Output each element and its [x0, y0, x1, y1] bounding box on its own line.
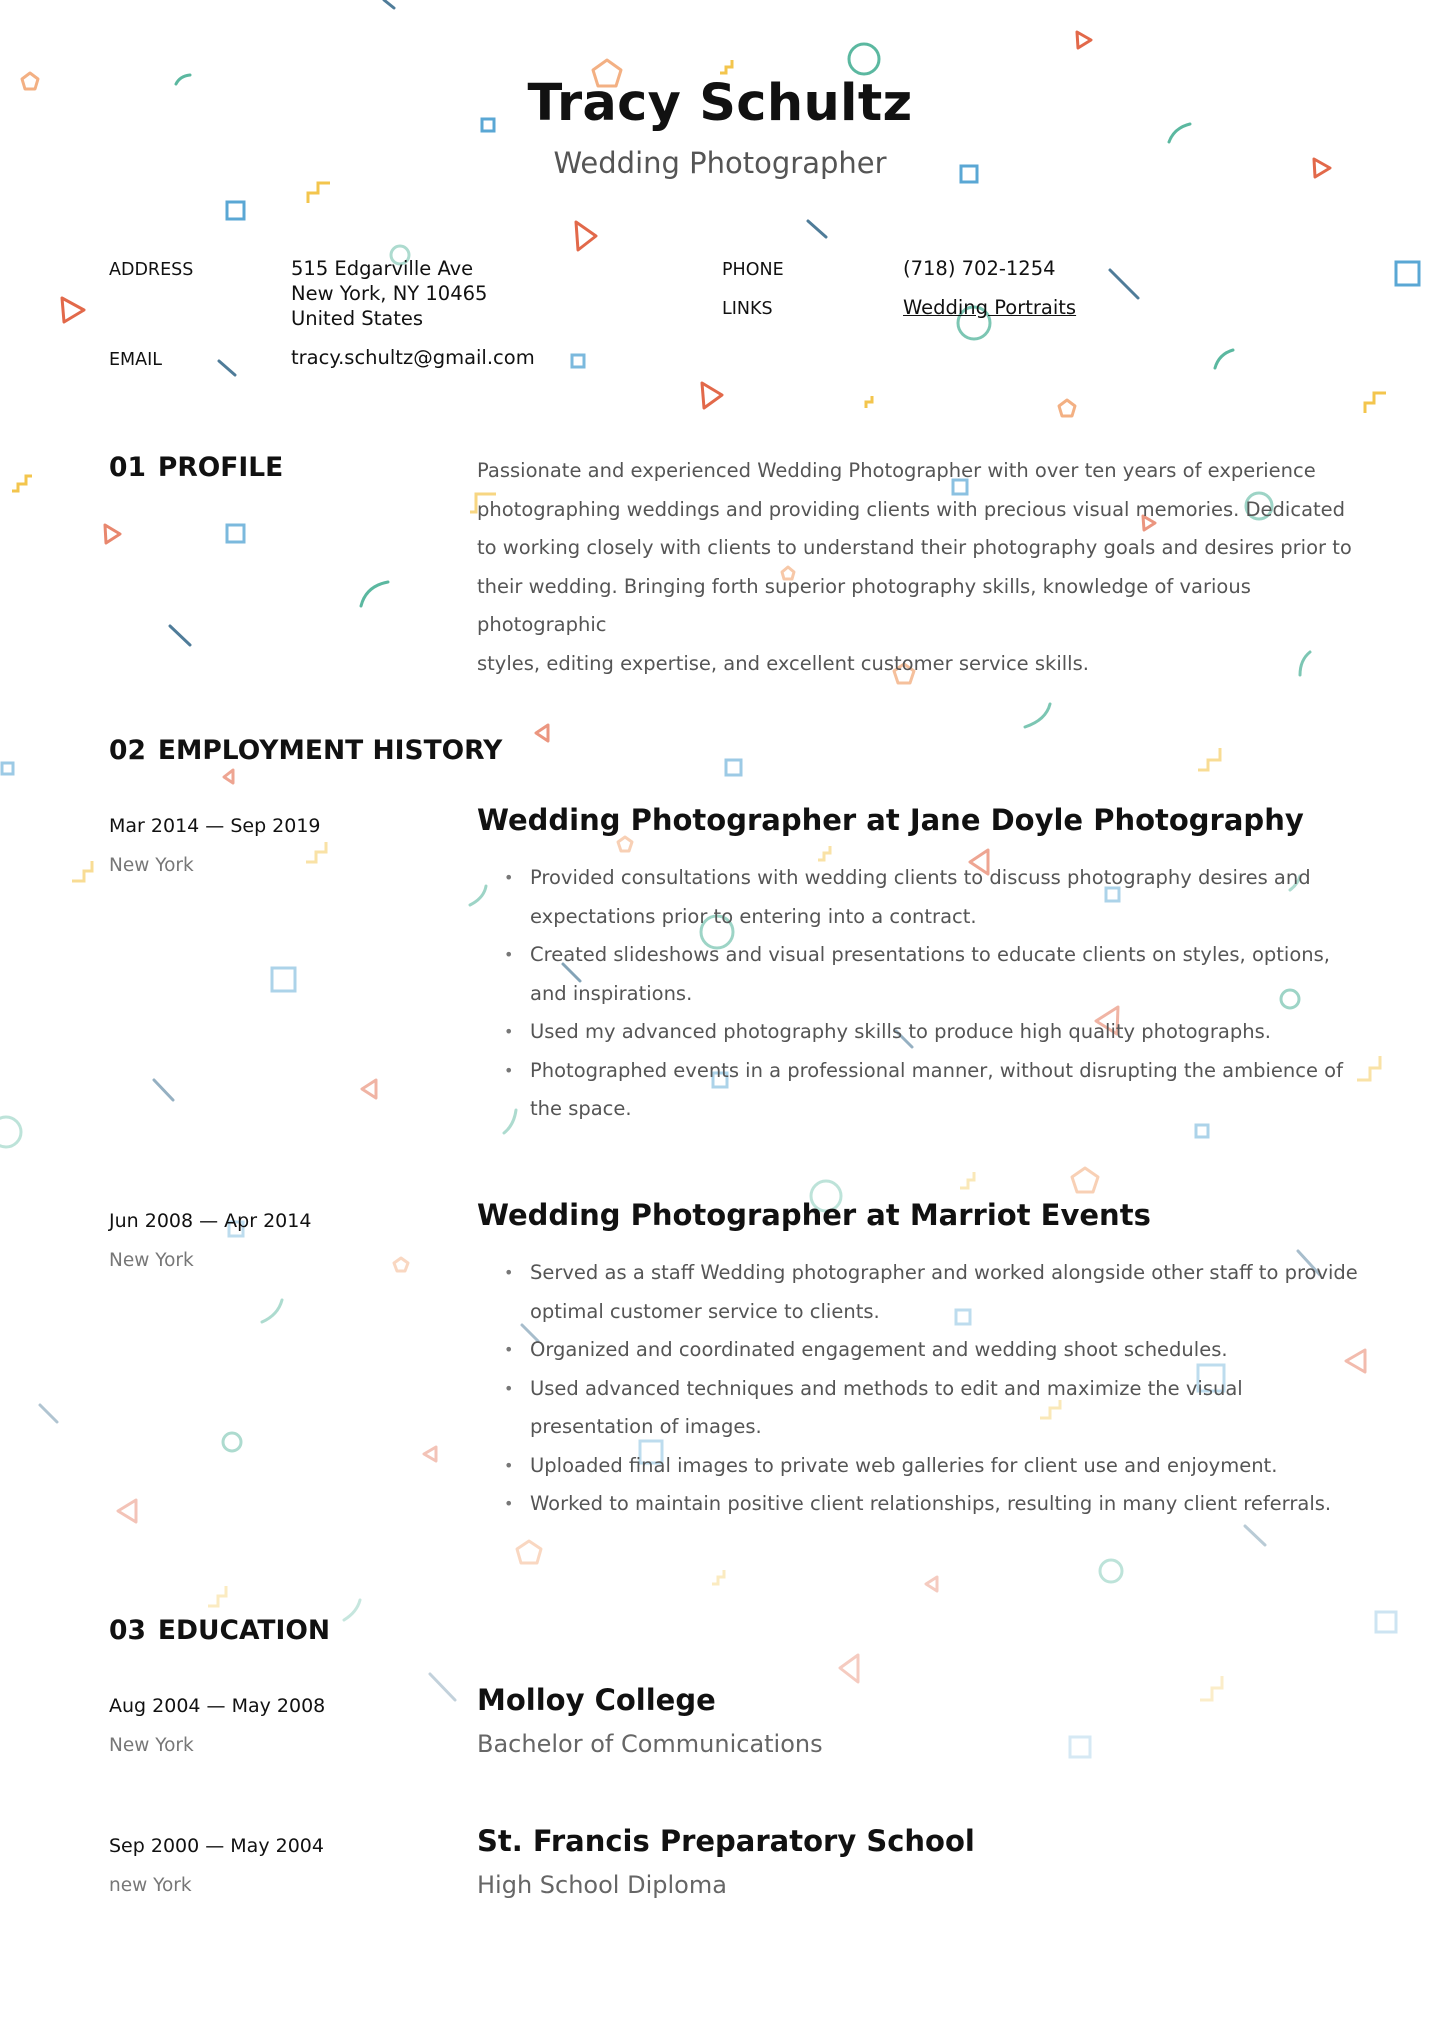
links-label: LINKS [722, 299, 773, 319]
education-1-degree: Bachelor of Communications [477, 1730, 823, 1758]
email-label: EMAIL [109, 350, 163, 370]
wedding-portraits-link[interactable]: Wedding Portraits [903, 296, 1077, 319]
profile-heading [109, 452, 283, 483]
job-2-location: New York [109, 1250, 194, 1271]
job-1-bullet: • Provided consultations with wedding clients to discuss photography desires and expectations prior to entering into a contract. [530, 859, 1362, 936]
profile-section-number: 01 [109, 452, 146, 483]
education-2-school: St. Francis Preparatory School [477, 1824, 975, 1858]
phone-label: PHONE [722, 260, 784, 280]
address-label: ADDRESS [109, 260, 194, 280]
employment-heading [109, 735, 502, 766]
profile-line: styles, editing expertise, and excellent customer service skills. [477, 651, 1089, 675]
profile-line: Passionate and experienced Wedding Photographer with over ten years of experience [477, 459, 1316, 482]
job-2-bullets [477, 1254, 1362, 1524]
education-1-location: New York [109, 1735, 194, 1756]
job-1-title: Wedding Photographer at Jane Doyle Photography [477, 803, 1304, 837]
employment-section-number: 02 [109, 735, 146, 766]
profile-section-label: PROFILE [157, 452, 284, 483]
candidate-name: Tracy Schultz [527, 74, 913, 133]
phone-value: (718) 702-1254 [903, 257, 1056, 280]
education-heading [109, 1615, 330, 1646]
job-1-bullet: • Created slideshows and visual presentations to educate clients on styles, options, and inspirations. [530, 936, 1362, 1013]
education-2-degree: High School Diploma [477, 1871, 727, 1899]
education-1-school: Molloy College [477, 1683, 716, 1717]
education-1-dates: Aug 2004 — May 2008 [109, 1695, 326, 1717]
address-line-2: New York, NY 10465 [291, 282, 488, 305]
job-2-bullet: • Worked to maintain positive client relationships, resulting in many client referrals. [530, 1485, 1362, 1524]
employment-section-label: EMPLOYMENT HISTORY [157, 735, 503, 766]
education-2-location: new York [109, 1875, 192, 1896]
job-2-dates: Jun 2008 — Apr 2014 [109, 1210, 312, 1232]
job-1-location: New York [109, 855, 194, 876]
profile-line: photographing weddings and providing clients with precious visual memories. Dedicated [477, 497, 1346, 521]
education-2-dates: Sep 2000 — May 2004 [109, 1835, 324, 1857]
job-1-dates: Mar 2014 — Sep 2019 [109, 815, 321, 837]
job-title-subheading: Wedding Photographer [553, 146, 887, 180]
profile-summary [477, 452, 1362, 683]
address-line-1: 515 Edgarville Ave [291, 257, 474, 280]
education-section-number: 03 [109, 1615, 146, 1646]
job-2-bullet: • Organized and coordinated engagement and wedding shoot schedules. [530, 1331, 1362, 1370]
address-line-3: United States [291, 307, 424, 330]
job-2-bullet: • Used advanced techniques and methods to edit and maximize the visual presentation of images. [530, 1370, 1362, 1447]
profile-line: to working closely with clients to understand their photography goals and desires prior to [477, 536, 1352, 559]
job-1-bullets [477, 859, 1362, 1129]
job-2-bullet: • Uploaded final images to private web galleries for client use and enjoyment. [530, 1447, 1362, 1486]
profile-line: their wedding. Bringing forth superior photography skills, knowledge of various photographic [477, 574, 1251, 636]
education-section-label: EDUCATION [157, 1615, 331, 1646]
job-1-bullet: • Used my advanced photography skills to produce high quality photographs. [530, 1013, 1362, 1052]
job-1-bullet: • Photographed events in a professional manner, without disrupting the ambience of the space. [530, 1052, 1362, 1129]
job-2-title: Wedding Photographer at Marriot Events [477, 1198, 1151, 1232]
job-2-bullet: • Served as a staff Wedding photographer and worked alongside other staff to provide optimal customer service to clients. [530, 1254, 1362, 1331]
email-value[interactable]: tracy.schultz@gmail.com [291, 346, 535, 369]
